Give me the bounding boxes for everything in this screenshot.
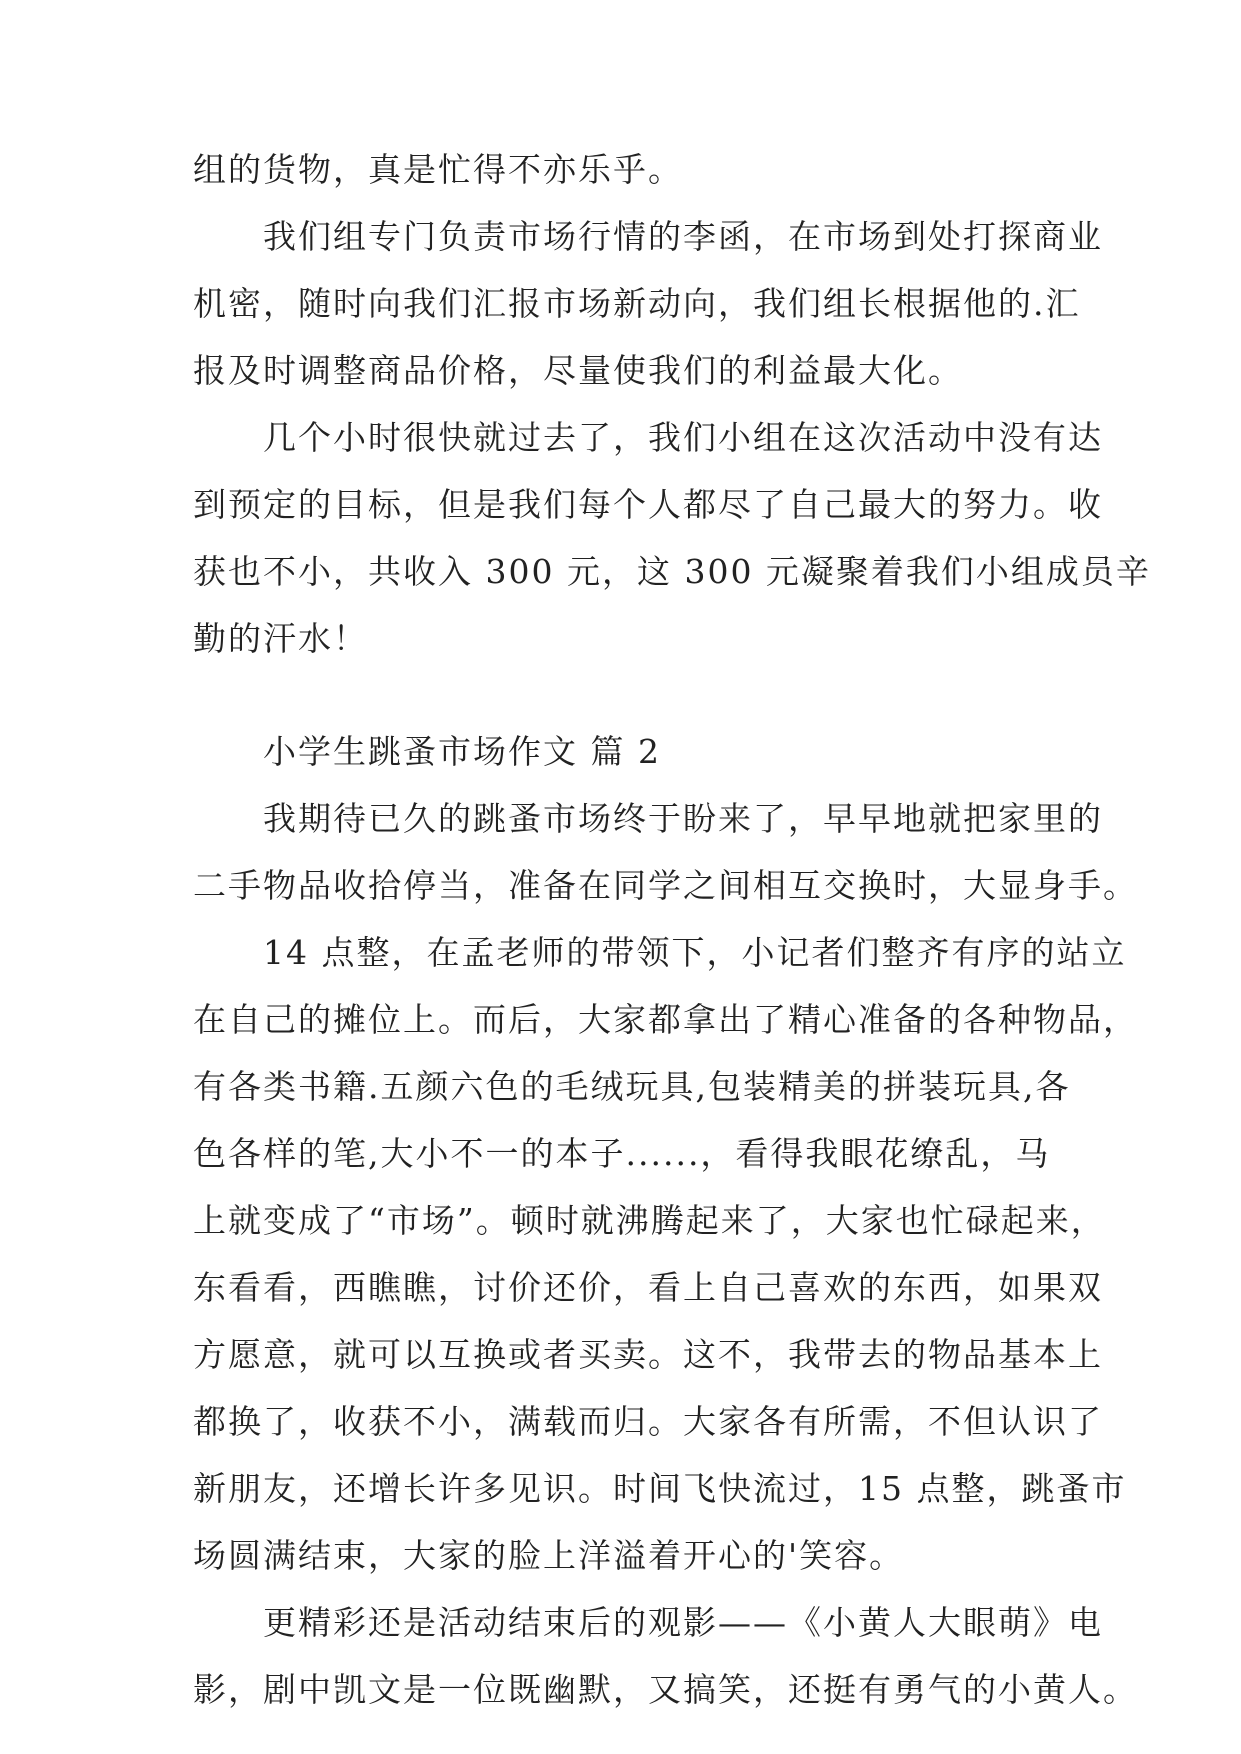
text-line: 东看看，西瞧瞧，讨价还价，看上自己喜欢的东西，如果双 xyxy=(193,1268,1103,1307)
text-line: 上就变成了“市场”。顿时就沸腾起来了，大家也忙碌起来， xyxy=(193,1201,1106,1240)
text-line: 14 点整，在孟老师的带领下，小记者们整齐有序的站立 xyxy=(193,933,1127,972)
text-line: 方愿意，就可以互换或者买卖。这不，我带去的物品基本上 xyxy=(193,1335,1103,1374)
text-line: 场圆满结束，大家的脸上洋溢着开心的'笑容。 xyxy=(193,1536,905,1575)
text-line: 有各类书籍.五颜六色的毛绒玩具,包装精美的拼装玩具,各 xyxy=(193,1067,1071,1106)
text-line: 在自己的摊位上。而后，大家都拿出了精心准备的各种物品， xyxy=(193,1000,1138,1039)
text-line: 色各样的笔,大小不一的本子......，看得我眼花缭乱，马 xyxy=(193,1134,1051,1173)
section-heading: 小学生跳蚤市场作文 篇 2 xyxy=(193,732,661,771)
text-line: 几个小时很快就过去了，我们小组在这次活动中没有达 xyxy=(193,418,1103,457)
text-line: 我们组专门负责市场行情的李函，在市场到处打探商业 xyxy=(193,217,1103,256)
text-line: 组的货物，真是忙得不亦乐乎。 xyxy=(193,150,683,189)
text-line: 二手物品收拾停当，准备在同学之间相互交换时，大显身手。 xyxy=(193,866,1138,905)
text-line: 新朋友，还增长许多见识。时间飞快流过，15 点整，跳蚤市 xyxy=(193,1469,1127,1508)
text-line: 我期待已久的跳蚤市场终于盼来了，早早地就把家里的 xyxy=(193,799,1103,838)
text-line: 机密，随时向我们汇报市场新动向，我们组长根据他的.汇 xyxy=(193,284,1081,323)
text-line: 到预定的目标，但是我们每个人都尽了自己最大的努力。收 xyxy=(193,485,1103,524)
text-line: 更精彩还是活动结束后的观影——《小黄人大眼萌》电 xyxy=(193,1603,1103,1642)
text-line: 报及时调整商品价格，尽量使我们的利益最大化。 xyxy=(193,351,963,390)
text-line: 都换了，收获不小，满载而归。大家各有所需，不但认识了 xyxy=(193,1402,1103,1441)
text-line: 影，剧中凯文是一位既幽默，又搞笑，还挺有勇气的小黄人。 xyxy=(193,1670,1138,1709)
text-line: 勤的汗水！ xyxy=(193,619,368,658)
text-line: 获也不小，共收入 300 元，这 300 元凝聚着我们小组成员辛 xyxy=(193,552,1151,591)
